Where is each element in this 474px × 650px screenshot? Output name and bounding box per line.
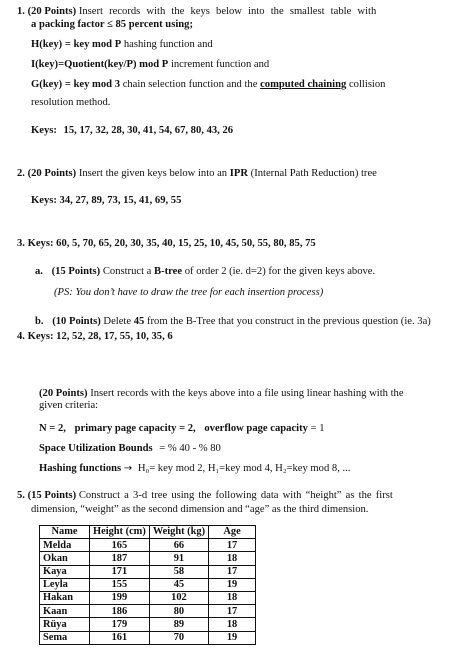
header-age: Age xyxy=(209,526,256,539)
q1-points: (20 Points) xyxy=(27,6,77,17)
q3b-text-2: from the B-Tree that you construct in the previous question (ie. 3a) xyxy=(146,316,431,327)
q1-h-desc: hashing function and xyxy=(123,39,213,50)
q3a-points: (15 Points) xyxy=(51,266,101,277)
q4-sub-value: = % 40 - % 80 xyxy=(159,443,221,454)
q3b-key: 45 xyxy=(133,316,145,327)
q3-number: 3. xyxy=(17,238,25,249)
cell-age: 17 xyxy=(209,565,256,578)
cell-weight: 91 xyxy=(149,552,208,565)
table-row xyxy=(40,618,256,631)
q1-intro-line xyxy=(17,6,457,19)
q1-h-line xyxy=(31,39,213,52)
q3a-btree: B-tree xyxy=(154,266,183,277)
q1-i-line xyxy=(31,59,269,72)
table-row xyxy=(40,631,256,644)
q3b-points: (10 Points) xyxy=(52,316,101,327)
cell-age: 18 xyxy=(209,618,256,631)
cell-weight: 70 xyxy=(149,631,208,644)
q4-n-label: N = 2, xyxy=(39,423,66,434)
q5-number: 5. xyxy=(17,490,25,501)
q3b-line xyxy=(35,316,431,329)
q5-text-2: dimension, “weight” as the second dimension and “age” as the third dimension. xyxy=(31,504,369,515)
cell-weight: 45 xyxy=(149,578,208,591)
table-row xyxy=(40,552,256,565)
cell-name: Okan xyxy=(40,552,90,565)
q1-intro: Insert records with the keys below into the smallest table with xyxy=(78,6,377,17)
q1-keys: 15, 17, 32, 28, 30, 41, 54, 67, 80, 43, 26 xyxy=(63,125,234,136)
q4-opc-label: overflow page capacity xyxy=(204,423,308,434)
cell-height: 187 xyxy=(90,552,150,565)
cell-height: 179 xyxy=(90,618,150,631)
q2-number: 2. xyxy=(17,168,25,179)
q2-line xyxy=(17,168,377,181)
data-table xyxy=(39,525,256,645)
q3a-note: (PS: You don’t have to draw the tree for each insertion process) xyxy=(54,287,324,298)
cell-age: 18 xyxy=(209,552,256,565)
q4-opc-value: = 1 xyxy=(310,423,325,434)
q3a-text-1: Construct a xyxy=(102,266,152,277)
header-weight: Weight (kg) xyxy=(149,526,208,539)
q1-g-desc: chain selection function and the xyxy=(122,79,258,90)
q3-keys: 60, 5, 70, 65, 20, 30, 35, 40, 15, 25, 10, 45, 50, 55, 80, 85, 75 xyxy=(56,238,316,249)
table-row xyxy=(40,578,256,591)
q2-ipr: IPR xyxy=(229,168,249,179)
q1-g-line xyxy=(31,79,385,92)
q2-text-a: Insert the given keys below into an xyxy=(78,168,228,179)
cell-name: Leyla xyxy=(40,578,90,591)
q4-hf-value: H₀= key mod 2, H₁=key mod 4, H₂=key mod 8, ... xyxy=(137,463,351,474)
q1-g-link: computed chaining xyxy=(260,79,347,90)
q4-keys-label: Keys: xyxy=(27,331,54,342)
q2-keys-line xyxy=(31,195,181,208)
q1-intro-2: a packing factor ≤ 85 percent using; xyxy=(31,19,193,30)
q2-points: (20 Points) xyxy=(27,168,77,179)
q4-text-2: given criteria: xyxy=(39,400,99,411)
q3-keys-label: Keys: xyxy=(27,238,54,249)
q1-g-func: G(key) = key mod 3 xyxy=(31,79,121,90)
cell-age: 19 xyxy=(209,631,256,644)
cell-height: 165 xyxy=(90,539,150,552)
q1-g-tail-2: resolution method. xyxy=(31,97,111,108)
q4-text-1: Insert records with the keys above into a file using linear hashing with the xyxy=(90,388,404,399)
q3-keys-line xyxy=(17,238,316,251)
q4-sub-line xyxy=(39,443,221,456)
q5-text-line-1 xyxy=(17,490,457,503)
arrow-right-icon: → xyxy=(123,463,133,474)
q3a-text-2: of order 2 (ie. d=2) for the given keys above. xyxy=(184,266,376,277)
q3a-line xyxy=(35,266,375,279)
cell-name: Kaan xyxy=(40,605,90,618)
q3b-label: b. xyxy=(35,316,44,327)
cell-name: Sema xyxy=(40,631,90,644)
cell-name: Hakan xyxy=(40,591,90,604)
cell-age: 19 xyxy=(209,578,256,591)
q4-ppc-value: = 2, xyxy=(179,423,196,434)
table-row xyxy=(40,539,256,552)
q4-keys: 12, 52, 28, 17, 55, 10, 35, 6 xyxy=(56,331,173,342)
cell-weight: 89 xyxy=(149,618,208,631)
header-height: Height (cm) xyxy=(90,526,150,539)
q1-g-tail: collision xyxy=(348,79,386,90)
q1-number: 1. xyxy=(17,6,25,17)
q1-i-func: I(key)=Quotient(key/P) mod P xyxy=(31,59,169,70)
cell-name: Rüya xyxy=(40,618,90,631)
cell-age: 18 xyxy=(209,591,256,604)
cell-name: Melda xyxy=(40,539,90,552)
q3a-label: a. xyxy=(35,266,43,277)
header-name: Name xyxy=(40,526,90,539)
q3b-text-1: Delete xyxy=(103,316,132,327)
table-header-row xyxy=(40,526,256,539)
q2-text-b: (Internal Path Reduction) tree xyxy=(250,168,377,179)
q1-h-func: H(key) = key mod P xyxy=(31,39,122,50)
q4-params-line xyxy=(39,423,325,436)
q2-keys-label: Keys: xyxy=(31,195,57,206)
cell-height: 186 xyxy=(90,605,150,618)
cell-height: 199 xyxy=(90,591,150,604)
q1-keys-line xyxy=(31,125,233,138)
cell-height: 161 xyxy=(90,631,150,644)
q5-text-1: Construct a 3-d tree using the following data with “height” as the first xyxy=(78,490,393,501)
q4-keys-line xyxy=(17,331,173,344)
cell-weight: 80 xyxy=(149,605,208,618)
cell-weight: 102 xyxy=(149,591,208,604)
q1-i-desc: increment function and xyxy=(170,59,270,70)
table-row xyxy=(40,605,256,618)
q4-points: (20 Points) xyxy=(39,388,88,399)
q1-keys-label: Keys: xyxy=(31,125,57,136)
q4-hf-label: Hashing functions xyxy=(39,463,122,474)
cell-name: Kaya xyxy=(40,565,90,578)
cell-weight: 66 xyxy=(149,539,208,552)
cell-age: 17 xyxy=(209,539,256,552)
q4-sub-label: Space Utilization Bounds xyxy=(39,443,153,454)
q4-number: 4. xyxy=(17,331,25,342)
cell-height: 171 xyxy=(90,565,150,578)
cell-weight: 58 xyxy=(149,565,208,578)
table-row xyxy=(40,565,256,578)
table-row xyxy=(40,591,256,604)
q5-points: (15 Points) xyxy=(27,490,77,501)
q4-text-line-1 xyxy=(39,388,455,401)
q4-hash-line xyxy=(39,463,350,476)
q4-ppc-label: primary page capacity xyxy=(74,423,177,434)
cell-age: 17 xyxy=(209,605,256,618)
cell-height: 155 xyxy=(90,578,150,591)
q2-keys: 34, 27, 89, 73, 15, 41, 69, 55 xyxy=(59,195,182,206)
